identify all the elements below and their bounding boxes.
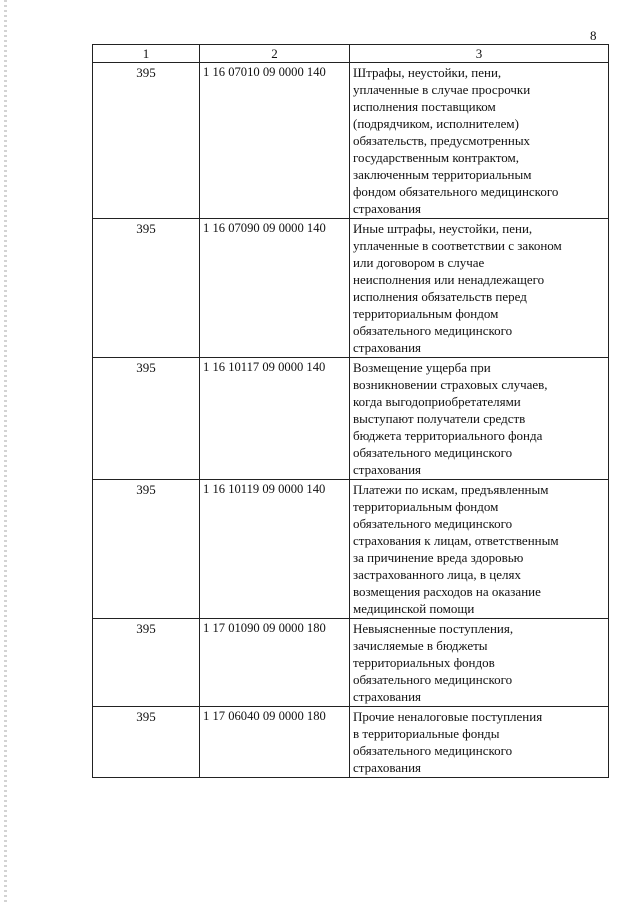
budget-code-cell: 1 17 06040 09 0000 180 [200, 707, 350, 778]
table-row [93, 63, 609, 219]
description-line: обязательств, предусмотренных [353, 133, 531, 148]
header-row [93, 45, 609, 63]
description-line: страхования [353, 340, 422, 355]
description-line: зачисляемые в бюджеты [353, 638, 488, 653]
description-line: страхования к лицам, ответственным [353, 533, 559, 548]
description-line: выступают получатели средств [353, 411, 526, 426]
admin-code-cell: 395 [93, 707, 200, 778]
budget-code-cell: 1 16 07010 09 0000 140 [200, 63, 350, 219]
revenue-description-cell [350, 619, 609, 707]
description-line: обязательного медицинского [353, 743, 513, 758]
description-line: (подрядчиком, исполнителем) [353, 116, 519, 131]
description-line: или договором в случае [353, 255, 485, 270]
table-body [93, 63, 609, 778]
table-header [93, 45, 609, 63]
description-line: территориальным фондом [353, 499, 499, 514]
description-line: возникновении страховых случаев, [353, 377, 548, 392]
description-line: страхования [353, 201, 422, 216]
description-line: Невыясненные поступления, [353, 621, 514, 636]
description-line: исполнения обязательств перед [353, 289, 527, 304]
budget-code-cell: 1 17 01090 09 0000 180 [200, 619, 350, 707]
description-line: исполнения поставщиком [353, 99, 496, 114]
description-line: территориальных фондов [353, 655, 495, 670]
description-line: государственным контрактом, [353, 150, 520, 165]
table-row [93, 480, 609, 619]
revenue-description-cell [350, 358, 609, 480]
description-line: заключенным территориальным [353, 167, 532, 182]
description-line: когда выгодоприобретателями [353, 394, 521, 409]
table-row [93, 219, 609, 358]
revenue-description-cell [350, 219, 609, 358]
description-line: бюджета территориального фонда [353, 428, 543, 443]
page-number: 8 [590, 28, 597, 43]
description-line: обязательного медицинского [353, 445, 513, 460]
admin-code-cell: 395 [93, 219, 200, 358]
description-line: Штрафы, неустойки, пени, [353, 65, 502, 80]
admin-code-cell: 395 [93, 480, 200, 619]
description-line: уплаченные в случае просрочки [353, 82, 531, 97]
scan-edge-artifact [4, 0, 7, 905]
description-line: Возмещение ущерба при [353, 360, 491, 375]
table-row [93, 619, 609, 707]
description-line: медицинской помощи [353, 601, 475, 616]
admin-code-cell: 395 [93, 63, 200, 219]
table-row [93, 358, 609, 480]
description-line: за причинение вреда здоровью [353, 550, 524, 565]
column-header-2: 2 [200, 45, 350, 63]
description-line: Прочие неналоговые поступления [353, 709, 543, 724]
description-line: уплаченные в соответствии с законом [353, 238, 562, 253]
description-line: страхования [353, 760, 422, 775]
description-line: в территориальные фонды [353, 726, 500, 741]
description-line: застрахованного лица, в целях [353, 567, 521, 582]
budget-code-cell: 1 16 10117 09 0000 140 [200, 358, 350, 480]
description-line: территориальным фондом [353, 306, 499, 321]
revenue-description-cell [350, 63, 609, 219]
table-row [93, 707, 609, 778]
description-line: неисполнения или ненадлежащего [353, 272, 545, 287]
column-header-1: 1 [93, 45, 200, 63]
description-line: обязательного медицинского [353, 323, 513, 338]
description-line: возмещения расходов на оказание [353, 584, 541, 599]
budget-codes-table [92, 44, 609, 778]
revenue-description-cell [350, 707, 609, 778]
description-line: обязательного медицинского [353, 672, 513, 687]
description-line: страхования [353, 689, 422, 704]
admin-code-cell: 395 [93, 358, 200, 480]
description-line: фондом обязательного медицинского [353, 184, 559, 199]
admin-code-cell: 395 [93, 619, 200, 707]
column-header-3: 3 [350, 45, 609, 63]
budget-code-cell: 1 16 07090 09 0000 140 [200, 219, 350, 358]
revenue-description-cell [350, 480, 609, 619]
description-line: Иные штрафы, неустойки, пени, [353, 221, 533, 236]
description-line: страхования [353, 462, 422, 477]
description-line: Платежи по искам, предъявленным [353, 482, 549, 497]
budget-code-cell: 1 16 10119 09 0000 140 [200, 480, 350, 619]
description-line: обязательного медицинского [353, 516, 513, 531]
